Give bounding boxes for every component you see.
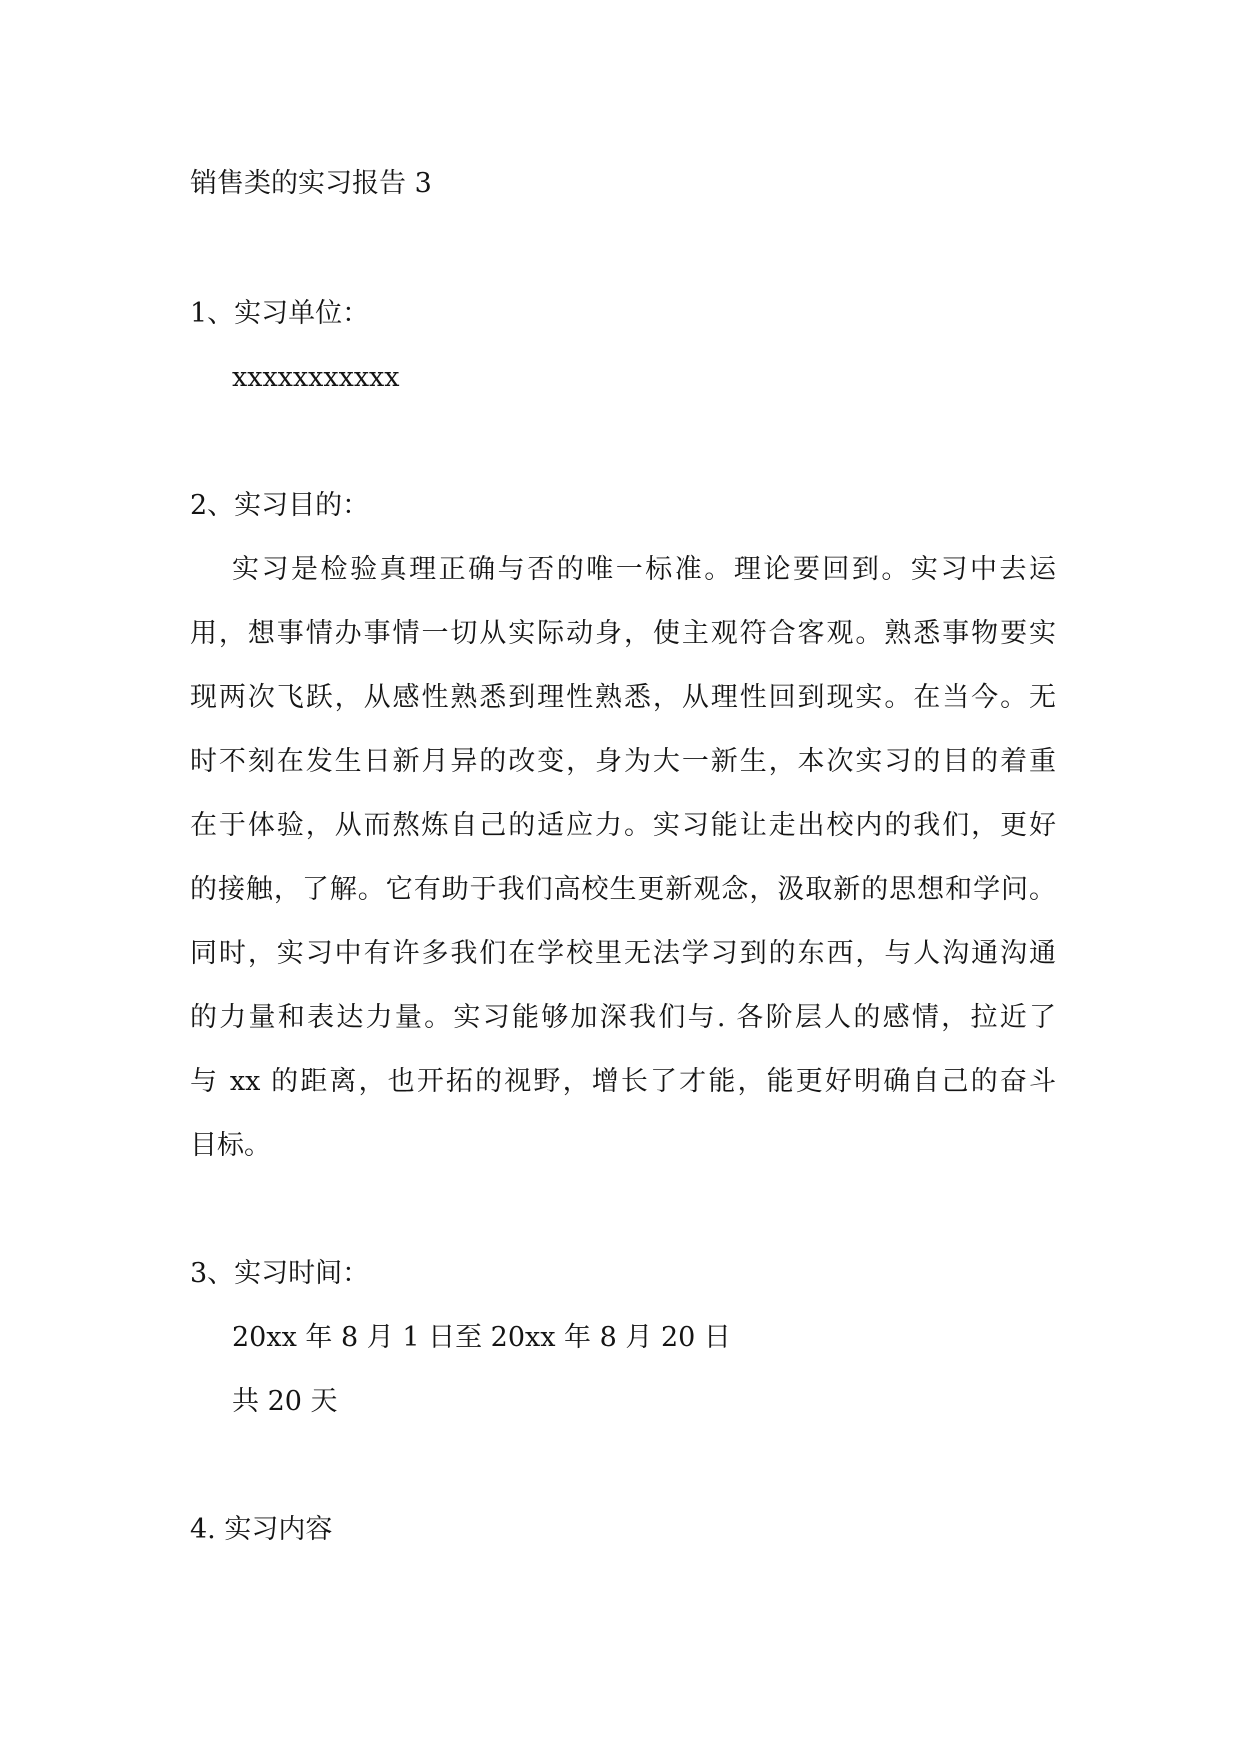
purpose-paragraph-line: 的接触，了解。它有助于我们高校生更新观念，汲取新的思想和学问。 xyxy=(190,874,1056,905)
document-title: 销售类的实习报告 3 xyxy=(190,168,432,199)
purpose-paragraph-line: 时不刻在发生日新月异的改变，身为大一新生，本次实习的目的着重 xyxy=(190,746,1056,777)
purpose-paragraph-line: 与 xx 的距离，也开拓的视野，增长了才能，能更好明确自己的奋斗 xyxy=(190,1066,1056,1097)
purpose-paragraph-line: 目标。 xyxy=(190,1130,271,1161)
section-1-heading: 1、实习单位： xyxy=(190,298,370,329)
purpose-paragraph-line: 用，想事情办事情一切从实际动身，使主观符合客观。熟悉事物要实 xyxy=(190,618,1056,649)
internship-duration: 共 20 天 xyxy=(232,1386,338,1417)
internship-unit-value: xxxxxxxxxxx xyxy=(232,362,400,393)
purpose-paragraph-line: 实习是检验真理正确与否的唯一标准。理论要回到。实习中去运 xyxy=(232,554,1056,585)
section-3-heading: 3、实习时间： xyxy=(190,1258,370,1289)
purpose-paragraph-line: 在于体验，从而熬炼自己的适应力。实习能让走出校内的我们，更好 xyxy=(190,810,1056,841)
purpose-paragraph-line: 同时，实习中有许多我们在学校里无法学习到的东西，与人沟通沟通 xyxy=(190,938,1056,969)
purpose-paragraph-line: 现两次飞跃，从感性熟悉到理性熟悉，从理性回到现实。在当今。无 xyxy=(190,682,1056,713)
internship-date-range: 20xx 年 8 月 1 日至 20xx 年 8 月 20 日 xyxy=(232,1322,731,1353)
section-4-heading: 4. 实习内容 xyxy=(190,1514,333,1545)
purpose-paragraph-line: 的力量和表达力量。实习能够加深我们与. 各阶层人的感情，拉近了 xyxy=(190,1002,1056,1033)
section-2-heading: 2、实习目的： xyxy=(190,490,370,521)
